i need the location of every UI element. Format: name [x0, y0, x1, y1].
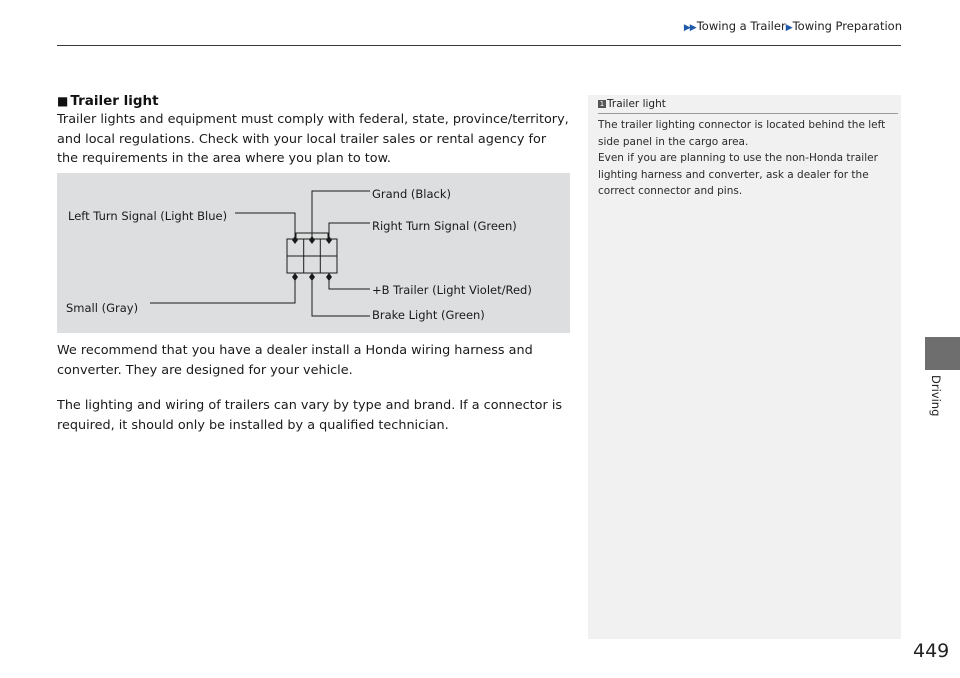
pin-marker-icon	[292, 236, 298, 244]
paragraph-technician: The lighting and wiring of trailers can vary by type and brand. If a connector is required, it should only be installed by a qualified technician.	[57, 398, 563, 433]
paragraph-recommendation: We recommend that you have a dealer install a Honda wiring harness and converter. They are designed for your vehicle.	[57, 343, 533, 378]
connector-tab-right	[312, 233, 328, 239]
leader-small	[150, 277, 295, 303]
main-content	[57, 93, 571, 169]
label-brake-light: Brake Light (Green)	[372, 308, 485, 322]
breadcrumb-separator-icon: ▶	[785, 23, 792, 33]
breadcrumb-subsection: Towing Preparation	[792, 19, 902, 33]
label-right-turn-signal: Right Turn Signal (Green)	[372, 219, 517, 233]
connector-tab-left	[296, 233, 312, 239]
breadcrumb-section: Towing a Trailer	[696, 19, 786, 33]
label-small: Small (Gray)	[66, 301, 139, 315]
pin-marker-icon	[326, 273, 332, 281]
leader-b-trailer	[329, 277, 370, 289]
label-grand: Grand (Black)	[372, 187, 452, 201]
leader-right-turn	[329, 223, 370, 240]
header-divider	[57, 45, 901, 46]
chapter-tab	[925, 337, 960, 370]
leader-left-turn	[235, 213, 295, 240]
label-b-trailer: +B Trailer (Light Violet/Red)	[372, 283, 532, 297]
side-note-title-text: Trailer light	[607, 98, 666, 110]
breadcrumb-arrow-icon: ▶▶	[683, 23, 696, 33]
label-left-turn-signal: Left Turn Signal (Light Blue)	[68, 209, 228, 223]
pin-marker-icon	[309, 236, 315, 244]
page-number: 449	[913, 640, 950, 662]
section-heading	[57, 93, 571, 110]
pin-marker-icon	[309, 273, 315, 281]
breadcrumb	[684, 19, 902, 33]
leader-brake	[312, 277, 370, 316]
pin-marker-icon	[292, 273, 298, 281]
paragraph-regulations: Trailer lights and equipment must comply with federal, state, province/territory, and local regulations. Check with your local trailer sales or rental agency for the requirements in the area where you plan to tow.	[57, 112, 569, 166]
section-heading-text: Trailer light	[70, 93, 159, 109]
side-note-divider	[598, 113, 898, 114]
side-note-text: The trailer lighting connector is located behind the left side panel in the cargo area. Even if you are planning to use the non-Honda trailer lighting harness and converter, ask a dealer for the correct connector and pins.	[598, 119, 886, 197]
heading-square-icon: ■	[57, 94, 69, 108]
note-number-icon: 1	[599, 100, 605, 108]
pin-marker-icon	[326, 236, 332, 244]
side-note-title	[598, 98, 666, 110]
chapter-label: Driving	[929, 375, 943, 417]
connector-diagram	[57, 173, 570, 333]
side-note-panel	[588, 95, 901, 639]
